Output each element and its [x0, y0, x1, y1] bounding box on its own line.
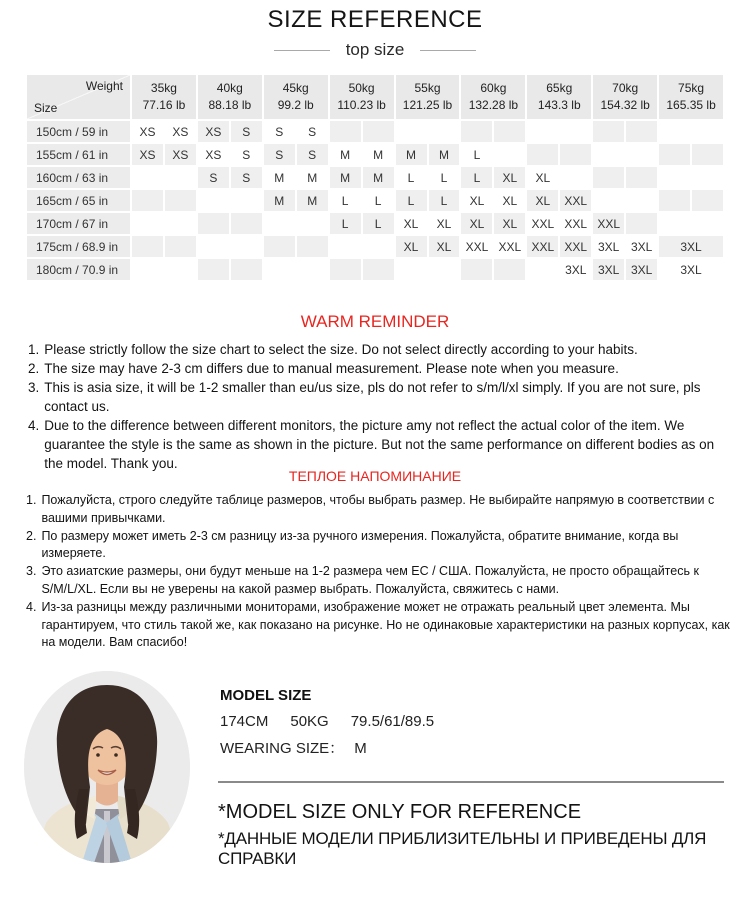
weight-lb: 165.35 lb [666, 98, 716, 112]
weight-lb: 110.23 lb [337, 98, 386, 112]
row-height-label: 175cm / 68.9 in [27, 236, 130, 257]
subtitle-row [0, 40, 750, 60]
size-cell: XL [429, 236, 460, 257]
size-cell: S [297, 144, 328, 165]
size-cell [429, 259, 460, 280]
size-cell: XXL [527, 213, 558, 234]
size-cell: M [330, 167, 361, 188]
size-cell [461, 121, 492, 142]
weight-column-header [593, 75, 657, 119]
size-cell [560, 121, 591, 142]
size-cell: L [363, 190, 394, 211]
corner-weight-label: Weight [85, 79, 123, 93]
warm-reminder-ru-list [26, 492, 732, 652]
page-subtitle: top size [345, 40, 405, 59]
list-item [26, 492, 732, 528]
size-cell: L [461, 144, 492, 165]
weight-kg: 60kg [480, 80, 507, 95]
model-footnote-ru: *ДАННЫЕ МОДЕЛИ ПРИБЛИЗИТЕЛЬНЫ И ПРИВЕДЕНЫ ДЛЯ СПРАВКИ [218, 829, 707, 868]
size-cell [527, 144, 558, 165]
warm-reminder-heading: WARM REMINDER [300, 312, 450, 331]
size-cell [198, 259, 229, 280]
weight-lb: 143.3 lb [537, 98, 581, 112]
model-stats [220, 713, 456, 730]
weight-column-header [198, 75, 262, 119]
size-cell: XL [396, 236, 427, 257]
size-cell: XL [461, 190, 492, 211]
size-cell: 3XL [593, 259, 624, 280]
size-cell: XXL [560, 236, 591, 257]
weight-kg: 35kg [150, 80, 177, 95]
weight-kg: 75kg [678, 80, 705, 95]
size-cell [560, 144, 591, 165]
size-cell [659, 167, 690, 188]
size-cell: XS [132, 144, 163, 165]
weight-column-header [396, 75, 460, 119]
size-cell: XXL [560, 213, 591, 234]
size-cell [264, 213, 295, 234]
size-cell [494, 121, 525, 142]
size-cell [527, 121, 558, 142]
list-item-text: По размеру может иметь 2-3 см разницу из-за ручного измерения. Пожалуйста, обратите внимание, когда вы измеряете. [41, 528, 679, 561]
weight-lb: 99.2 lb [277, 98, 314, 112]
size-cell: L [396, 190, 427, 211]
size-cell: XS [198, 144, 229, 165]
size-cell [626, 213, 657, 234]
size-cell [692, 121, 723, 142]
list-item [26, 528, 732, 564]
corner-size-label: Size [34, 101, 58, 115]
size-cell [461, 259, 492, 280]
subtitle-rule-right [420, 50, 476, 51]
size-cell [593, 167, 624, 188]
size-cell: M [330, 144, 361, 165]
list-item [26, 599, 732, 652]
list-item-number: 4. [28, 418, 40, 433]
size-cell: XXL [593, 213, 624, 234]
size-cell: XL [461, 213, 492, 234]
size-cell: XL [527, 167, 558, 188]
size-cell: XL [494, 190, 525, 211]
size-cell: XL [396, 213, 427, 234]
size-cell [363, 259, 394, 280]
size-cell: XL [429, 213, 460, 234]
size-cell: M [429, 144, 460, 165]
size-cell: M [396, 144, 427, 165]
row-height-label: 170cm / 67 in [27, 213, 130, 234]
size-cell [165, 190, 196, 211]
size-cell: XL [494, 167, 525, 188]
size-cell [494, 144, 525, 165]
list-item [28, 378, 728, 416]
size-cell: 3XL [626, 236, 657, 257]
size-cell [396, 259, 427, 280]
list-item-text: Из-за разницы между различными мониторами, изображение может не отражать реальный цвет элемента. Мы гарантируем, что стиль такой же, как показано на рисунке. Но не одинаковые характеристики на разных корпусах, как на модели. Вам спасибо! [41, 599, 730, 650]
size-cell [132, 190, 163, 211]
size-cell: L [330, 190, 361, 211]
list-item-text: This is asia size, it will be 1-2 smaller than eu/us size, pls do not refer to s/m/l/xl simply. If you are not sure, pls contact us. [44, 380, 701, 414]
size-cell: 3XL [626, 259, 657, 280]
size-cell [165, 236, 196, 257]
weight-column-header [330, 75, 394, 119]
list-item-text: Please strictly follow the size chart to select the size. Do not select directly according to your habits. [44, 342, 638, 357]
list-item-text: Пожалуйста, строго следуйте таблице размеров, чтобы выбрать размер. Не выбирайте напрямую в соответствии с вашими привычками. [41, 493, 715, 525]
size-cell [692, 190, 723, 211]
list-item-number: 1. [28, 342, 40, 357]
warm-reminder-ru-heading: ТЕПЛОЕ НАПОМИНАНИЕ [288, 468, 462, 484]
size-cell: 3XL [593, 236, 624, 257]
size-cell [231, 190, 262, 211]
size-cell: 3XL [659, 259, 723, 280]
list-item-number: 3. [26, 564, 37, 579]
list-item [26, 563, 732, 599]
size-cell [429, 121, 460, 142]
weight-kg: 70kg [612, 80, 639, 95]
list-item-number: 1. [26, 493, 37, 507]
size-cell: XS [132, 121, 163, 142]
model-size-heading: MODEL SIZE [220, 687, 312, 704]
weight-kg: 55kg [414, 80, 441, 95]
row-height-label: 155cm / 61 in [27, 144, 130, 165]
size-cell [264, 259, 295, 280]
size-cell [692, 167, 723, 188]
size-cell [659, 144, 690, 165]
size-cell [231, 236, 262, 257]
weight-lb: 132.28 lb [468, 98, 519, 112]
size-cell: XXL [494, 236, 525, 257]
size-cell [198, 236, 229, 257]
list-item [28, 359, 728, 378]
size-table [27, 75, 723, 280]
size-cell [626, 167, 657, 188]
size-cell [692, 213, 723, 234]
size-cell [626, 144, 657, 165]
model-divider [218, 781, 724, 783]
weight-column-header [659, 75, 723, 119]
size-cell: S [264, 121, 295, 142]
size-cell [396, 121, 427, 142]
size-cell: XXL [527, 236, 558, 257]
size-cell: L [363, 213, 394, 234]
size-cell: M [297, 190, 328, 211]
size-cell [330, 236, 361, 257]
size-cell: L [396, 167, 427, 188]
list-item-text: The size may have 2-3 cm differs due to manual measurement. Please note when you measure. [44, 361, 619, 376]
wearing-size-line [220, 737, 456, 758]
size-cell: M [264, 167, 295, 188]
size-cell: XS [165, 121, 196, 142]
weight-kg: 65kg [546, 80, 573, 95]
size-cell: M [264, 190, 295, 211]
size-cell: XS [198, 121, 229, 142]
size-cell: L [429, 167, 460, 188]
size-cell: L [330, 213, 361, 234]
size-cell [560, 167, 591, 188]
size-cell: XXL [461, 236, 492, 257]
size-cell: S [264, 144, 295, 165]
size-cell: XXL [560, 190, 591, 211]
weight-lb: 88.18 lb [208, 98, 252, 112]
row-height-label: 150cm / 59 in [27, 121, 130, 142]
weight-size-corner-cell [27, 75, 130, 119]
size-cell: M [297, 167, 328, 188]
size-cell [165, 213, 196, 234]
size-cell: S [297, 121, 328, 142]
size-cell [363, 236, 394, 257]
weight-lb: 77.16 lb [142, 98, 186, 112]
size-cell [198, 213, 229, 234]
weight-lb: 154.32 lb [600, 98, 650, 112]
row-height-label: 180cm / 70.9 in [27, 259, 130, 280]
size-cell [132, 167, 163, 188]
subtitle-rule-left [274, 50, 330, 51]
size-cell [593, 121, 624, 142]
list-item-number: 2. [28, 361, 40, 376]
model-footnote-en: *MODEL SIZE ONLY FOR REFERENCE [218, 801, 582, 823]
weight-lb: 121.25 lb [402, 98, 453, 112]
row-height-label: 160cm / 63 in [27, 167, 130, 188]
size-cell [626, 121, 657, 142]
list-item-number: 2. [26, 528, 37, 543]
size-cell [692, 144, 723, 165]
size-cell [494, 259, 525, 280]
size-cell: M [363, 144, 394, 165]
size-cell: XL [494, 213, 525, 234]
size-cell [330, 259, 361, 280]
size-cell: XS [165, 144, 196, 165]
model-info [220, 687, 456, 758]
size-cell [198, 190, 229, 211]
wearing-size-value: M [354, 740, 367, 757]
weight-kg: 45kg [282, 80, 309, 95]
model-stat: 50KG [290, 713, 329, 730]
page-title: SIZE REFERENCE [267, 6, 483, 33]
size-cell: L [429, 190, 460, 211]
model-stat: 174CM [220, 713, 269, 730]
weight-column-header [461, 75, 525, 119]
list-item-text: Due to the difference between different monitors, the picture amy not reflect the actual color of the item. We guarantee the style is the same as shown in the picture. But not the same performance on different bodies as on the model. Thank you. [44, 418, 715, 471]
weight-kg: 50kg [348, 80, 375, 95]
size-cell: 3XL [560, 259, 591, 280]
model-photo [24, 671, 190, 863]
weight-column-header [527, 75, 591, 119]
size-cell [297, 236, 328, 257]
list-item-number: 3. [28, 380, 40, 395]
size-cell: M [363, 167, 394, 188]
size-cell [626, 190, 657, 211]
size-cell [297, 259, 328, 280]
weight-kg: 40kg [216, 80, 243, 95]
size-cell [659, 190, 690, 211]
size-cell [264, 236, 295, 257]
size-cell [231, 213, 262, 234]
size-cell [330, 121, 361, 142]
size-cell [593, 144, 624, 165]
size-cell [659, 121, 690, 142]
size-cell [132, 236, 163, 257]
wearing-size-label: WEARING SIZE： [220, 740, 345, 757]
list-item [28, 340, 728, 359]
size-cell [363, 121, 394, 142]
size-cell [593, 190, 624, 211]
size-cell: 3XL [659, 236, 723, 257]
list-item-number: 4. [26, 599, 37, 614]
size-cell: XL [527, 190, 558, 211]
size-cell [132, 213, 163, 234]
warm-reminder-list [28, 340, 728, 473]
size-cell [165, 259, 196, 280]
size-cell [527, 259, 558, 280]
size-cell [132, 259, 163, 280]
size-cell [297, 213, 328, 234]
size-cell [231, 259, 262, 280]
model-stat: 79.5/61/89.5 [350, 713, 435, 730]
size-cell: L [461, 167, 492, 188]
size-cell [659, 213, 690, 234]
weight-column-header [264, 75, 328, 119]
size-cell: S [231, 121, 262, 142]
size-cell: S [231, 144, 262, 165]
list-item-text: Это азиатские размеры, они будут меньше на 1-2 размера чем ЕС / США. Пожалуйста, не просто обращайтесь к S/M/L/XL. Если вы не уверены на какой размер выбрать. Пожалуйста, свяжитесь с нами. [41, 564, 699, 596]
size-cell: S [231, 167, 262, 188]
size-cell [165, 167, 196, 188]
row-height-label: 165cm / 65 in [27, 190, 130, 211]
list-item [28, 416, 728, 473]
model-avatar-illustration [24, 671, 190, 863]
weight-column-header [132, 75, 196, 119]
size-cell: S [198, 167, 229, 188]
